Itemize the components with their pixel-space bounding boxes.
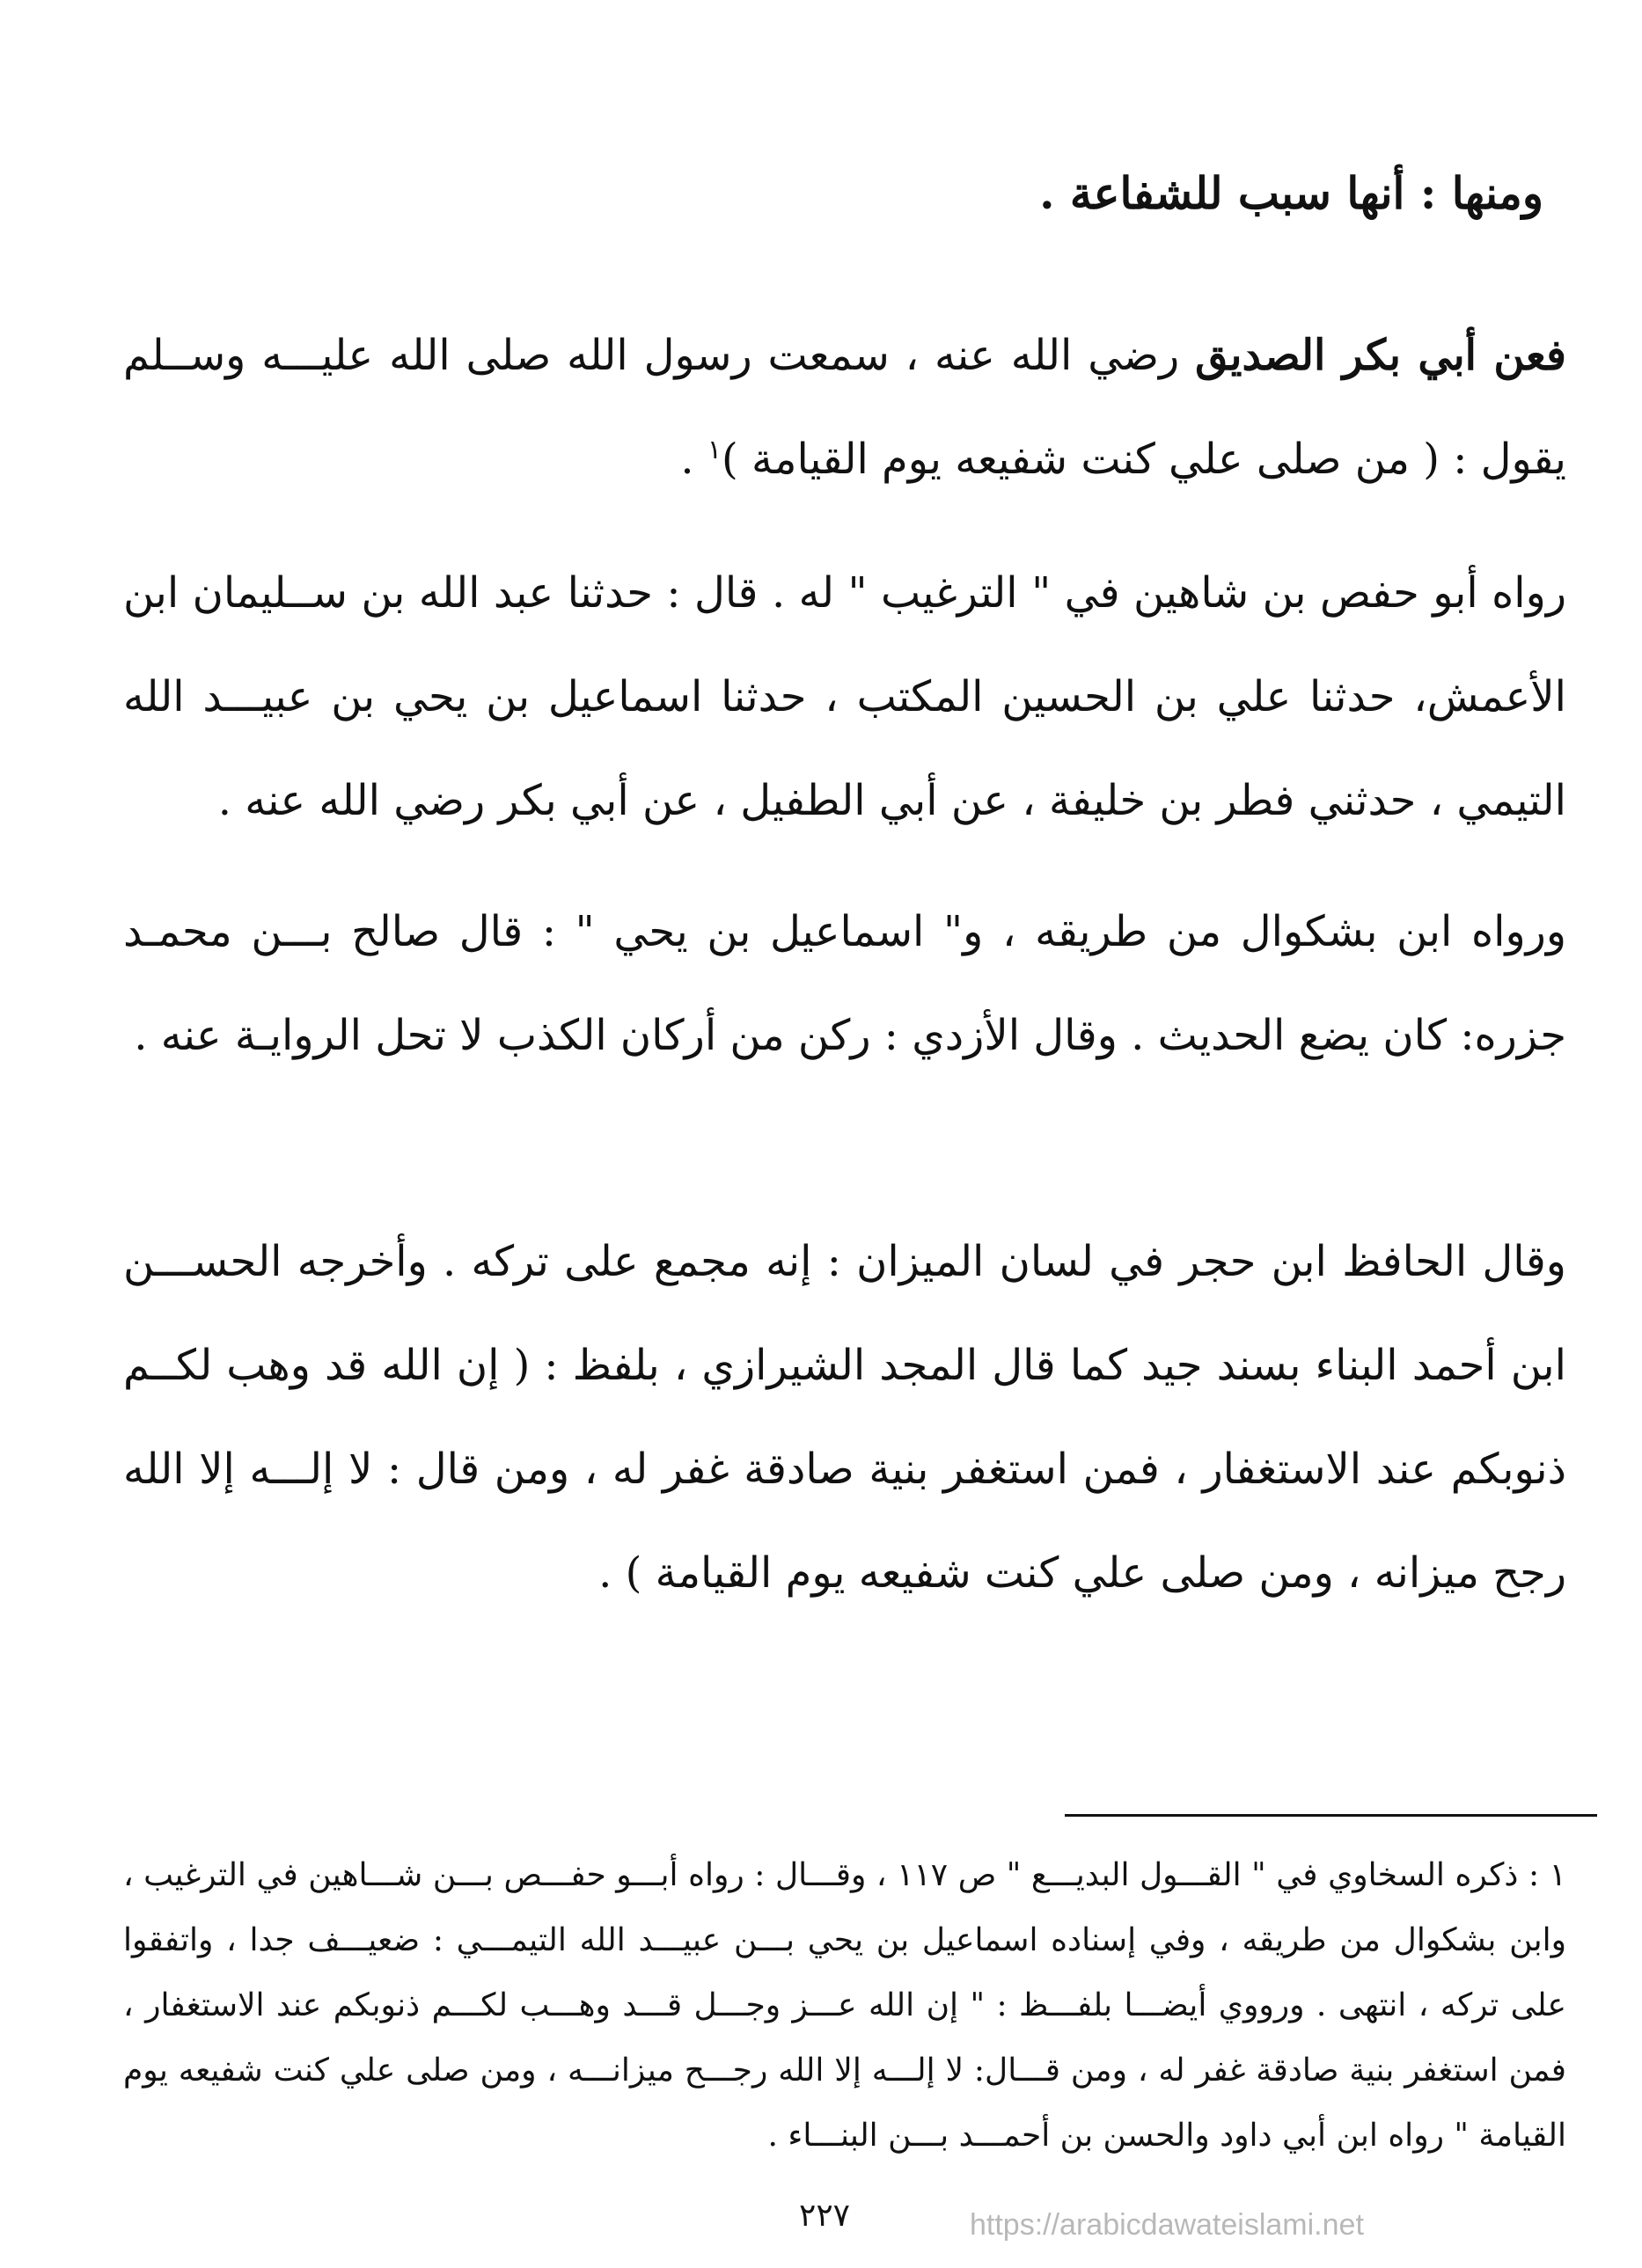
chain-paragraph: رواه أبو حفص بن شاهين في " الترغيب " له . قال : حدثنا عبد الله بن ســليمان ابن الأعمش، حدثنا علي بن الحسين المكتب ، حدثنا اسماعيل بن يحي بن عبيـــد الله التيمي ، حدثني فطر بن خليفة ، عن أبي الطفيل ، عن أبي بكر رضي الله عنه . — [123, 568, 1566, 825]
narrator-criticism-paragraph: ورواه ابن بشكوال من طريقه ، و" اسماعيل بن يحي " : قال صالح بـــن محمـد جزره: كان يضع الحديث . وقال الأزدي : ركن من أركان الكذب لا تحل الروايـة عنه . — [123, 907, 1566, 1060]
hadith-end: . — [680, 435, 707, 484]
narrator-name: فعن أبي بكر الصديق — [1195, 331, 1567, 380]
hafiz-paragraph: وقال الحافظ ابن حجر في لسان الميزان : إنه مجمع على تركه . وأخرجه الحســـن ابن أحمد البناء بسند جيد كما قال المجد الشيرازي ، بلفظ : ( إن الله قد وهب لكــم ذنوبكم عند الاستغفار ، فمن استغفر بنية صادقة غفر له ، ومن قال : لا إلـــه إلا الله رجح ميزانه ، ومن صلى علي كنت شفيعه يوم القيامة ) . — [123, 1237, 1566, 1598]
footnote-marker: ١ — [707, 435, 722, 465]
footnote-divider — [1065, 1814, 1597, 1817]
page-number: ٢٢٧ — [799, 2198, 851, 2234]
hadith-paragraph — [123, 304, 1566, 511]
footnote: ١ : ذكره السخاوي في " القـــول البديـــع " ص ١١٧ ، وقـــال : رواه أبـــو حفـــص بـــن شـــاهين في الترغيب ، وابن بشكوال من طريقه ، وفي إسناده اسماعيل بن يحي بـــن عبيـــد الله التيمـــي : ضعيـــف جدا ، واتفقوا على تركه ، انتهى . ورووي أيضـــا بلفـــظ : " إن الله عـــز وجـــل قـــد وهـــب لكـــم ذنوبكم عند الاستغفار ، فمن استغفر بنية صادقة غفر له ، ومن قـــال: لا إلـــه إلا الله رجـــح ميزانـــه ، ومن صلى علي كنت شفيعه يوم القيامة " رواه ابن أبي داود والحسن بن أحمـــد بـــن البنـــاء . — [123, 1857, 1566, 2154]
section-heading: ومنها : أنها سبب للشفاعة . — [1039, 167, 1543, 219]
watermark-url: https://arabicdawateislami.net — [970, 2208, 1364, 2242]
hadith-text: رضي الله عنه ، سمعت رسول الله صلى الله عليـــه وســلم يقول : ( من صلى علي كنت شفيعه يوم القيامة ) — [123, 331, 1566, 484]
